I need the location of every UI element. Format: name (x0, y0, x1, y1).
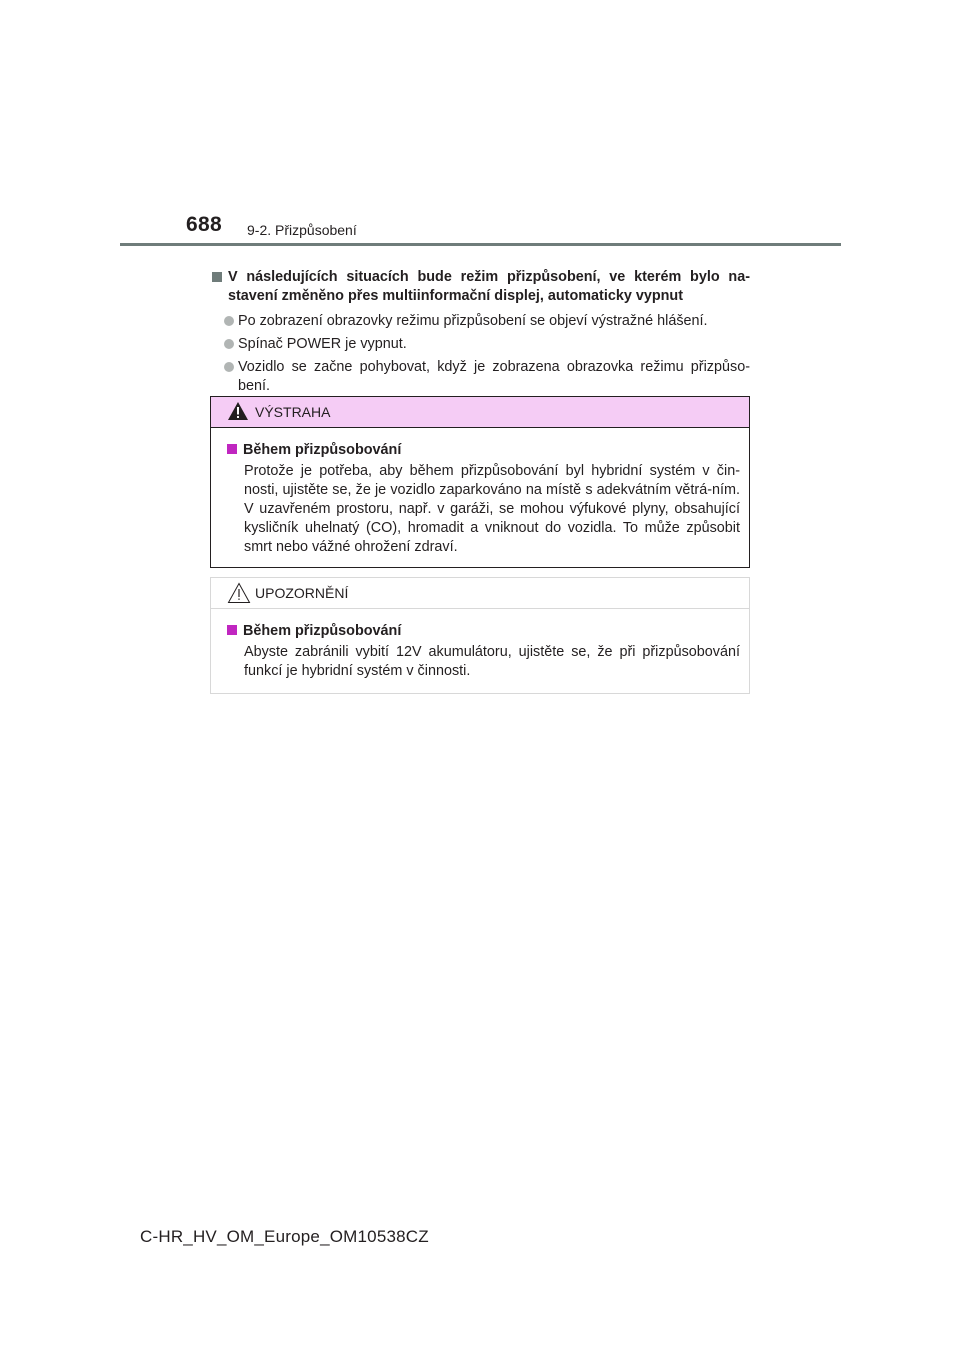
caution-header (211, 578, 749, 609)
caution-box (210, 577, 750, 694)
caution-body (211, 609, 749, 681)
round-bullet-icon (224, 316, 234, 326)
list-item (212, 335, 750, 354)
list-item (212, 312, 750, 331)
caution-text: Abyste zabránili vybití 12V akumulátoru, ujistěte se, že při přizpůsobování funkcí je hybridní systém v činnosti. (244, 644, 740, 679)
warning-subheading (227, 441, 740, 460)
warning-body (211, 428, 749, 557)
caution-label: UPOZORNĚNÍ (255, 585, 349, 601)
square-bullet-icon (227, 444, 237, 454)
warning-text: Protože je potřeba, aby během přizpůsobování byl hybridní systém v čin-nosti, ujistěte se, že je vozidlo zaparkováno na místě s adekvátním větrá-ním. V uzavřeném prostoru, např. v garáži, se mohou výfukové plyny, obsahující kysličník uhelnatý (CO), hromadit a vniknout do vozidla. To může způsobit smrt nebo vážné ohrožení zdraví. (244, 463, 740, 555)
document-code: C-HR_HV_OM_Europe_OM10538CZ (140, 1227, 429, 1246)
header-rule (120, 243, 841, 246)
caution-subheading-text: Během přizpůsobování (243, 623, 402, 639)
round-bullet-icon (224, 339, 234, 349)
warning-box (210, 396, 750, 568)
caution-triangle-outline-icon (227, 582, 251, 604)
round-bullet-icon (224, 362, 234, 372)
warning-header (211, 397, 749, 428)
list-item-text: Spínač POWER je vypnut. (238, 336, 407, 352)
section-title: 9-2. Přizpůsobení (247, 222, 357, 238)
warning-triangle-filled-icon (227, 401, 249, 421)
square-bullet-icon (227, 625, 237, 635)
list-item (212, 358, 750, 396)
main-content (212, 268, 750, 396)
warning-label: VÝSTRAHA (255, 404, 331, 420)
list-item-text: Po zobrazení obrazovky režimu přizpůsobení se objeví výstražné hlášení. (238, 313, 708, 329)
caution-subheading (227, 622, 740, 641)
square-bullet-icon (212, 272, 222, 282)
warning-subheading-text: Během přizpůsobování (243, 442, 402, 458)
section-heading (212, 268, 750, 306)
list-item-text: Vozidlo se začne pohybovat, když je zobrazena obrazovka režimu přizpůso-bení. (238, 359, 750, 394)
page-number: 688 (186, 213, 222, 236)
section-heading-text: V následujících situacích bude režim přizpůsobení, ve kterém bylo na-stavení změněno přes multiinformační displej, automaticky vypnut (228, 269, 750, 304)
